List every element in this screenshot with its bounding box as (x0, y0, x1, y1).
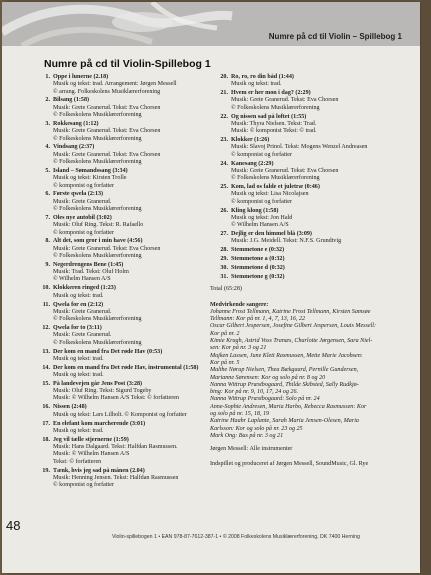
track-credit: Musik: Grete Granerud. Tekst: Eva Chorsen (53, 151, 161, 158)
track-number: 22. (220, 113, 228, 120)
track-title: Ro, ro, ro din båd (1:44) (231, 74, 294, 80)
track-number: 14. (42, 364, 50, 371)
track-item (210, 265, 410, 272)
track-item (210, 161, 410, 183)
track-credit: Musik og tekst: Lars Lilholt. © Komponist og forfatter (53, 411, 187, 418)
track-credit: Musik: J.G. Meidell. Tekst: N.F.S. Grundtvig (231, 238, 342, 245)
track-item (32, 285, 222, 300)
track-item (210, 90, 410, 112)
track-credit: Musik: Thyra Nielsen. Tekst: Trad. (231, 120, 317, 127)
track-item (32, 468, 222, 490)
track-item (210, 247, 410, 254)
track-number: 5. (45, 167, 50, 174)
performer-line: bing: Kor på nr. 9, 10, 17, 24 og 26. (210, 389, 299, 396)
track-credit: © komponist og forfatter (231, 198, 292, 205)
track-credit: © Wilhelm Hansen A/S (53, 276, 111, 283)
track-credit: © Folkeskolens Musiklærerforening (53, 135, 142, 142)
track-item (32, 121, 222, 143)
track-number: 16. (42, 404, 50, 411)
performers-heading: Medvirkende sangere: (210, 301, 269, 308)
track-credit: Musik og tekst: trad. (53, 372, 104, 378)
track-title: Klokker (1:26) (231, 137, 270, 144)
track-title: Oppe i lunerne (2.18) (53, 74, 109, 80)
performer-line: Karlsson: Kor og solo på nr. 23 og 25 (210, 425, 303, 432)
track-title: Rokkesang (1:12) (53, 120, 99, 127)
track-title: Stemmetone d (0:32) (231, 265, 285, 272)
track-title: Stemmetone g (0:32) (231, 273, 285, 280)
track-number: 18. (42, 436, 50, 443)
track-credit: Musik: © komponist Tekst: © trad. (231, 128, 317, 135)
track-title: Der kom en mand fra Det røde Hav (0:53) (53, 348, 163, 355)
track-item (210, 256, 410, 263)
track-credit: © Folkeskolens Musiklærerforening (53, 206, 142, 213)
track-title: Stemmetone e (0:32) (231, 247, 285, 254)
track-credit: Musik: Slavoj Prinol. Tekst: Mogens Wenzel Andreasen (231, 144, 368, 151)
track-credit: Musik og tekst: trad. Arrangement: Jørgen Messell (53, 81, 177, 88)
track-credit: © komponist og forfatter (53, 482, 114, 489)
performer-line: Malthe Nørup Nielsen, Thea Bækgaard, Pernille Gundersen, (210, 367, 359, 374)
track-credit: Musik: Grete Granerud. Tekst: Eva Chorsen (231, 167, 339, 174)
track-credit: © komponist og forfatter (53, 182, 114, 189)
track-number: 2. (45, 97, 50, 104)
track-number: 15. (42, 380, 50, 387)
track-title: Jeg vil tælle stjernerne (1:59) (53, 436, 129, 443)
track-number: 24. (220, 160, 228, 167)
track-list-left (32, 74, 222, 491)
performer-line: Kor på nr. 2 (210, 330, 240, 337)
track-credit: Musik: Grete Granerud. (53, 308, 112, 315)
track-number: 26. (220, 207, 228, 214)
performer-line: og solo på nr. 15, 18, 19 (210, 411, 270, 417)
track-title: Qwela for en (2:12) (53, 301, 104, 308)
track-item (210, 114, 410, 136)
track-credit: Musik og tekst: trad. (53, 427, 104, 434)
track-item (32, 365, 222, 380)
performer-line: Oscar Gilbert Jespersen, Josefine Gilbert Jespersen, Louis Messell: (210, 323, 377, 330)
performers-list (210, 309, 410, 440)
track-credit: Musik: Grete Granerud. Tekst: Eva Chorsen (53, 245, 161, 252)
track-title: Negerdrengens Bene (1:45) (53, 261, 124, 268)
track-title: Klokkeren ringed (1:23) (53, 285, 116, 292)
track-credit: Musik og tekst: Jon Hald (231, 214, 293, 221)
track-number: 1. (45, 74, 50, 80)
track-credit: Musik: Oluf Ring. Tekst: Sigurd Togeby (53, 388, 152, 395)
book-page (2, 2, 420, 573)
track-credit: Musik: Grete Granerud. (53, 332, 112, 339)
track-number: 28. (220, 247, 228, 254)
track-item (32, 404, 222, 419)
track-title: Bilsang (1:58) (53, 97, 90, 104)
track-title: En elefant kom marcherende (3:01) (53, 420, 146, 427)
track-number: 17. (42, 420, 50, 427)
track-item (32, 302, 222, 324)
track-title: Dejlig er den himmel blå (3:09) (231, 231, 312, 238)
track-number: 31. (220, 273, 228, 280)
track-title: Qwela for to (3:11) (53, 325, 102, 332)
track-credit: Musik: © Wilhelm Hansen A/S (53, 451, 130, 458)
total-duration: Total (65:28) (210, 286, 242, 293)
track-credit: Musik og tekst: trad. (53, 292, 104, 299)
track-title: Oles nye autobil (3:02) (53, 214, 112, 221)
track-credit: © Folkeskolens Musiklærerforening (53, 339, 142, 346)
track-item (210, 137, 410, 159)
performer-line: Marianne Sørensen: Kor og solo på nr. 8 og 20 (210, 374, 326, 381)
track-credit: © Folkeskolens Musiklærerforening (53, 316, 142, 323)
track-item (32, 144, 222, 166)
track-title: Island – Sømandssang (3:34) (53, 167, 128, 174)
track-item (32, 421, 222, 436)
track-credit: © Folkeskolens Musiklærerforening (231, 175, 320, 182)
track-number: 8. (45, 238, 50, 245)
track-number: 23. (220, 137, 228, 144)
track-credit: Musik og tekst: trad. (53, 355, 104, 362)
track-credit: © Folkeskolens Musiklærerforening (53, 112, 142, 119)
track-credit: © komponist og forfatter (53, 229, 114, 236)
track-credit: Tekst: © forfatteren (53, 458, 102, 465)
performer-line: Kimie Kragh, Astrid Voss Tranæs, Charlotte Jørgensen, Sara Niel- (210, 338, 373, 345)
track-item (32, 325, 222, 347)
performer-line: Tellmann: Kor på nr. 1, 4, 7, 13, 16, 22 (210, 316, 306, 323)
track-title: Og nissen sad på loftet (1:55) (231, 113, 307, 120)
track-item (32, 168, 222, 190)
track-title: På landevejen går Jens Post (3:28) (53, 380, 143, 387)
track-title: Alt det, som gror i min have (4:56) (53, 238, 143, 245)
header-band (2, 2, 420, 46)
track-title: Hvem er her mon i dag? (2:29) (231, 90, 311, 97)
track-number: 25. (220, 184, 228, 191)
track-number: 13. (42, 348, 50, 355)
track-credit: Musik og tekst: Lisa Nicolajsen (231, 191, 309, 198)
track-credit: Musik og tekst: Kirsten Trolle (53, 175, 127, 182)
track-number: 20. (220, 74, 228, 80)
page-edge (421, 0, 431, 575)
track-item (210, 231, 410, 246)
track-credit: Musik: Grete Granerud. Tekst: Eva Chorsen (231, 97, 339, 104)
track-number: 19. (42, 467, 50, 474)
track-credit: © Folkeskolens Musiklærerforening (53, 252, 142, 259)
track-item (32, 97, 222, 119)
performer-line: Kor på nr. 5 (210, 359, 240, 366)
track-number: 4. (45, 144, 50, 151)
track-number: 21. (220, 90, 228, 97)
track-credit: Musik og tekst: trad. (231, 81, 282, 88)
performer-line: Mark Ong: Bas på nr. 3 og 21 (210, 432, 284, 439)
track-number: 11. (42, 301, 50, 308)
track-title: Tænk, hvis jeg sad på månen (2.04) (53, 467, 145, 474)
track-number: 30. (220, 265, 228, 272)
track-item (210, 274, 410, 281)
page-number: 48 (6, 518, 21, 533)
track-credit: Musik: Grete Granerud. Tekst: Eva Chorsen (53, 128, 161, 135)
track-credit: Musik: Trad. Tekst: Oluf Holm (53, 269, 129, 276)
track-item (32, 74, 222, 96)
track-item (210, 74, 410, 89)
track-title: Kom, lad os falde et juletræ (0:46) (231, 184, 320, 191)
performer-line: Anne-Sophie Andresen, Maria Harbo, Rebecca Rasmussen: Kor (210, 403, 367, 410)
track-list-right (210, 74, 410, 469)
track-title: Kanesang (2:29) (231, 160, 274, 167)
track-credit: Musik: © Wilhelm Hansen A/S Tekst: © forfatteren (53, 395, 179, 402)
track-number: 9. (45, 261, 50, 268)
track-title: Nissen (2:48) (53, 404, 87, 411)
track-number: 12. (42, 325, 50, 332)
header-title: Numre på cd til Violin – Spillebog 1 (268, 32, 402, 41)
track-credit: Musik: Grete Granerud. Tekst: Eva Chorsen (53, 104, 161, 111)
footer-imprint: Violin-spillebogen 1 • EAN 978-87-7612-387-1 • © 2008 Folkeskolens Musiklærerforening, DK 7400 Herning (112, 534, 360, 540)
track-title: Første qwela (2:13) (53, 191, 104, 198)
performer-line: Johanne Frost Tellmann, Katrine Frost Tellmann, Kirsten Samsøe (210, 308, 371, 315)
performer-line: Nanna Wittrup Præstbogaard: Solo på nr. 24 (210, 396, 320, 403)
track-credit: © Wilhelm Hansen A/S (231, 222, 289, 229)
track-title: Kling klong (1:58) (231, 207, 279, 214)
track-number: 27. (220, 231, 228, 238)
track-title: Stemmetone a (0:32) (231, 256, 285, 263)
performer-line: Katrine Haahr Laplante, Sarah Maria Jensen-Olesen, Maria (210, 418, 359, 425)
track-credit: Musik: Henning Jensen. Tekst: Halfdan Rasmussen (53, 474, 179, 481)
track-credit: © komponist og forfatter (231, 151, 292, 158)
track-number: 3. (45, 120, 50, 127)
page-title: Numre på cd til Violin-Spillebog 1 (44, 58, 211, 70)
track-item (32, 381, 222, 403)
track-number: 6. (45, 191, 50, 198)
track-title: Der kom en mand fra Det røde Hav, instrumental (1:58) (53, 364, 199, 371)
production-credit: Indspillet og produceret af Jørgen Messell, SoundMusic, Gl. Rye (210, 461, 369, 468)
track-item (210, 208, 410, 230)
track-title: Vindsang (2:37) (53, 144, 95, 151)
performer-line: sen: Kor på nr. 3 og 21 (210, 345, 267, 352)
track-credit: Musik: Hans Dalgaard. Tekst: Halfdan Rasmussen. (53, 444, 178, 451)
track-item (32, 191, 222, 213)
track-credit: © Folkeskolens Musiklærerforening (231, 104, 320, 111)
track-number: 7. (45, 214, 50, 221)
track-credit: Musik: Grete Granerud. (53, 198, 112, 205)
track-item (210, 184, 410, 206)
track-item (32, 349, 222, 364)
track-number: 29. (220, 256, 228, 263)
track-item (32, 215, 222, 237)
instruments-credit: Jørgen Messell: Alle instrumenter (210, 446, 293, 453)
track-credit: © arrang. Folkeskolens Musiklærerforening (53, 88, 161, 95)
track-number: 10. (42, 285, 50, 292)
track-item (32, 437, 222, 466)
track-credit: Musik: Oluf Ring. Tekst: R. Rafaello (53, 222, 144, 229)
performer-line: Nanna Wittrup Præstbogaard, Thilde Skibsted, Sally Rudkjø- (210, 381, 359, 388)
track-credit: © Folkeskolens Musiklærerforening (53, 159, 142, 166)
performer-line: Majken Lassen, June Klett Rasmussen, Mette Marie Jacobsen: (210, 352, 363, 359)
track-item (32, 262, 222, 284)
track-item (32, 238, 222, 260)
